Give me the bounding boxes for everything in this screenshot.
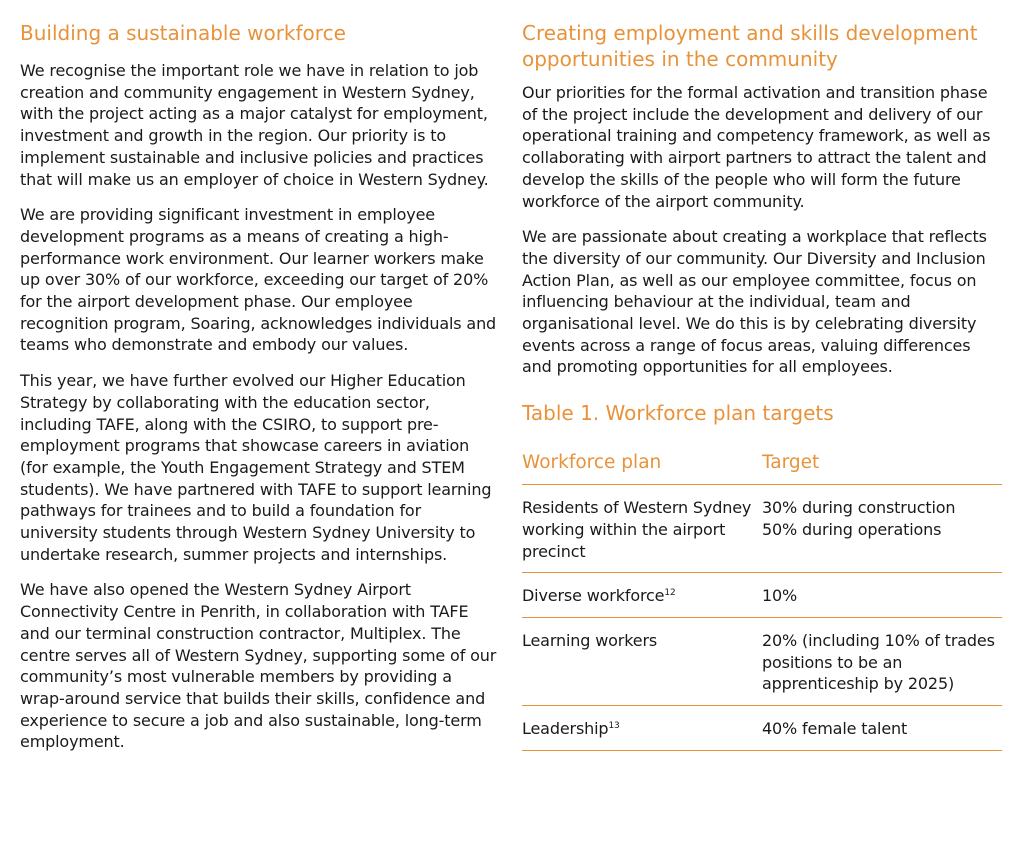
target-value: 50% during operations [762, 519, 942, 539]
table-title: Table 1. Workforce plan targets [522, 401, 834, 426]
target-value: 10% [762, 586, 798, 606]
plan-cell [522, 497, 762, 562]
plan-label: Learning workers [522, 630, 658, 650]
plan-label: Residents of Western Sydney working within the airport precinct [522, 498, 752, 561]
table-row [522, 573, 1002, 618]
section-heading-employment-opportunities: Creating employment and skills development opportunities in the community [522, 21, 978, 71]
body-paragraph: This year, we have further evolved our Higher Education Strategy by collaborating with the education sector, including TAFE, along with the CSIRO, to support pre-employment programs that showcase careers in aviation (for example, the Youth Engagement Strategy and STEM students). We have partnered with TAFE to support learning pathways for trainees and to build a foundation for university students through Western Sydney University to undertake research, summer projects and internships. [20, 371, 492, 564]
table-row [522, 618, 1002, 706]
footnote-marker: 12 [664, 588, 676, 599]
plan-label: Diverse workforce [522, 586, 665, 606]
plan-cell [522, 718, 762, 740]
table-row [522, 485, 1002, 573]
right-column [522, 20, 1002, 751]
column-header-workforce-plan: Workforce plan [522, 451, 662, 473]
body-paragraph: We are passionate about creating a workplace that reflects the diversity of our community. Our Diversity and Inclusion Action Plan, as well as our employee committee, focus on influencing behaviour at the individual, team and organisational level. We do this is by celebrating diversity events across a range of focus areas, valuing differences and promoting opportunities for all employees. [522, 227, 987, 377]
target-cell [762, 497, 1002, 562]
body-paragraph: We have also opened the Western Sydney Airport Connectivity Centre in Penrith, in collaboration with TAFE and our terminal construction contractor, Multiplex. The centre serves all of Western Sydney, supporting some of our community’s most vulnerable members by providing a wrap-around service that builds their skills, confidence and experience to secure a job and also sustainable, long-term employment. [20, 580, 497, 752]
target-cell [762, 585, 1002, 607]
table-row [522, 706, 1002, 751]
footnote-marker: 13 [608, 721, 620, 732]
target-value: 40% female talent [762, 719, 908, 739]
section-heading-sustainable-workforce: Building a sustainable workforce [20, 21, 346, 45]
plan-label: Leadership [522, 719, 609, 739]
target-cell [762, 718, 1002, 740]
target-value: 30% during construction [762, 498, 956, 518]
target-value: 20% (including 10% of trades positions to be an apprenticeship by 2025) [762, 630, 995, 694]
column-header-target: Target [762, 451, 820, 473]
plan-cell [522, 585, 762, 607]
table-header-row [522, 440, 1002, 485]
workforce-table [522, 440, 1002, 751]
body-paragraph: We are providing significant investment in employee development programs as a means of creating a high-performance work environment. Our learner workers make up over 30% of our workforce, exceeding our target of 20% for the airport development phase. Our employee recognition program, Soaring, acknowledges individuals and teams who demonstrate and embody our values. [20, 205, 497, 355]
plan-cell [522, 630, 762, 695]
target-cell [762, 630, 1002, 695]
body-paragraph: Our priorities for the formal activation and transition phase of the project include the development and delivery of our operational training and competency framework, as well as collaborating with airport partners to attract the talent and develop the skills of the people who will form the future workforce of the airport community. [522, 83, 991, 211]
left-column [20, 20, 500, 767]
body-paragraph: We recognise the important role we have in relation to job creation and community engagement in Western Sydney, with the project acting as a major catalyst for employment, investment and growth in the region. Our priority is to implement sustainable and inclusive policies and practices that will make us an employer of choice in Western Sydney. [20, 61, 489, 189]
